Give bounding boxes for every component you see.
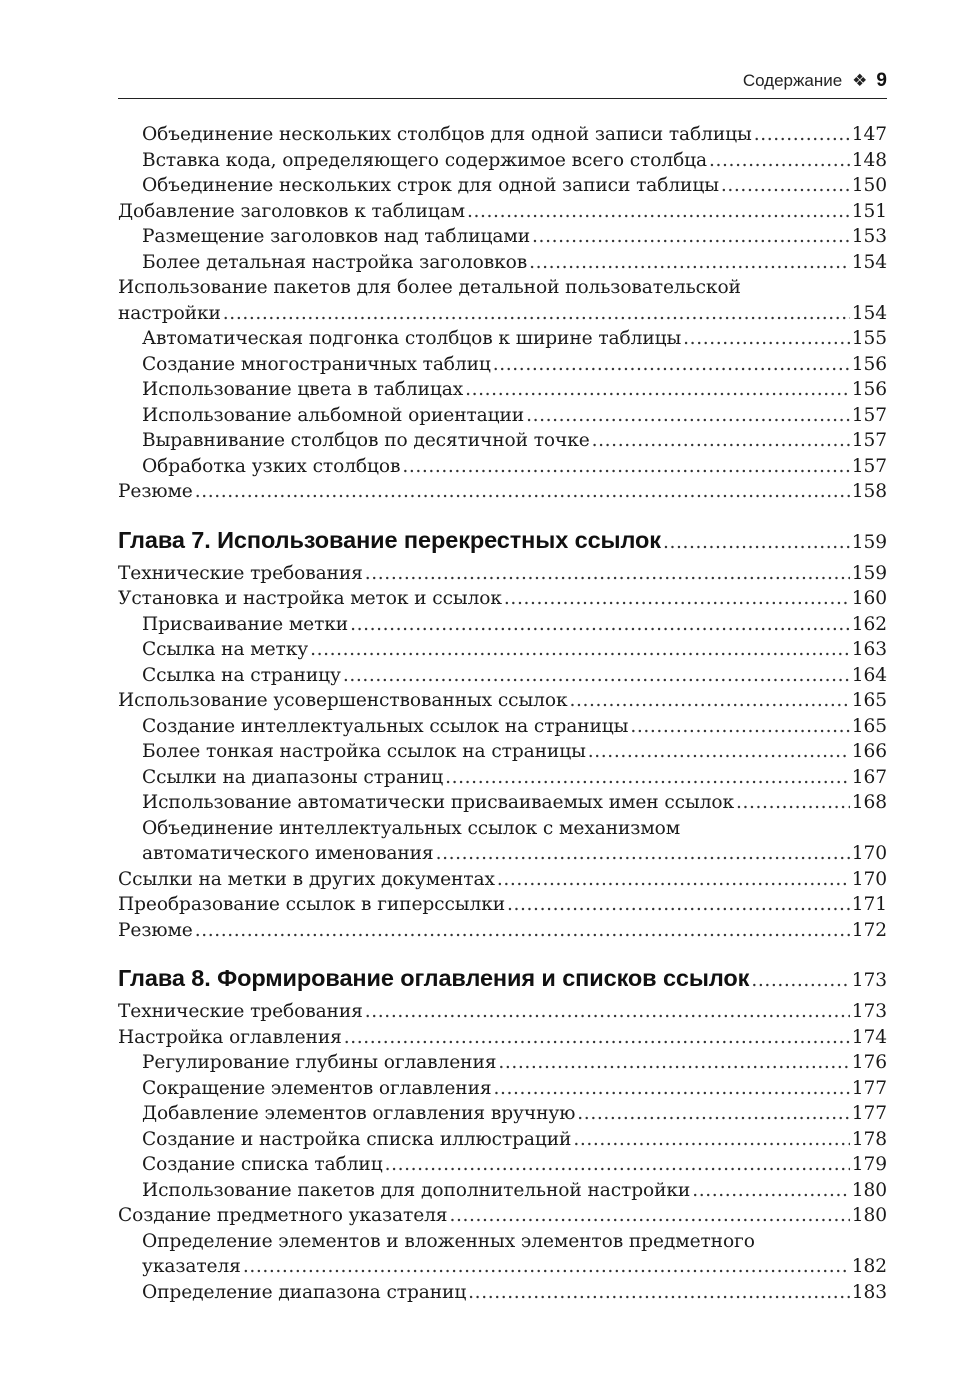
toc-page-number: 171	[851, 894, 887, 915]
toc-page-number: 177	[851, 1103, 887, 1124]
dot-leader	[754, 122, 850, 148]
table-of-contents	[118, 122, 887, 1305]
toc-page-number: 162	[851, 613, 887, 635]
toc-entry-title: Добавление заголовков к таблицам	[118, 200, 466, 222]
toc-entry	[118, 428, 887, 454]
toc-entry-title: указателя	[142, 1256, 241, 1277]
toc-entry	[118, 1127, 887, 1153]
chapter-heading	[118, 963, 887, 993]
toc-entry	[118, 148, 887, 174]
toc-entry	[118, 637, 887, 663]
dot-leader	[592, 428, 850, 454]
toc-entry	[118, 663, 887, 689]
dot-leader	[630, 714, 849, 740]
toc-entry-title: Установка и настройка меток и ссылок	[118, 588, 502, 609]
dot-leader	[588, 739, 850, 765]
dot-leader	[570, 688, 850, 714]
toc-entry	[118, 301, 887, 327]
toc-page-number: 148	[851, 149, 887, 171]
toc-entry-title: Использование цвета в таблицах	[142, 379, 464, 400]
toc-entry	[118, 765, 887, 791]
toc-entry-line: Объединение интеллектуальных ссылок с механизмом	[142, 817, 681, 839]
dot-leader	[751, 966, 849, 996]
toc-entry-title: Присваивание метки	[142, 613, 349, 635]
dot-leader	[468, 1280, 850, 1306]
toc-page-number: 160	[851, 588, 887, 609]
dot-leader	[365, 561, 850, 587]
dot-leader	[243, 1254, 850, 1280]
dot-leader	[526, 403, 850, 429]
toc-page-number: 165	[851, 690, 887, 711]
toc-entry-title: Создание и настройка списка иллюстраций	[142, 1128, 572, 1150]
page-header	[118, 64, 887, 99]
dot-leader	[350, 612, 850, 638]
toc-page-number: 158	[851, 481, 887, 502]
toc-entry	[118, 1280, 887, 1306]
toc-entry-title: Автоматическая подгонка столбцов к ширине таблицы	[142, 328, 682, 349]
dot-leader	[721, 173, 850, 199]
toc-entry-title: Резюме	[118, 919, 193, 941]
toc-entry	[118, 841, 887, 867]
toc-entry-title: Ссылка на страницу	[142, 664, 341, 686]
toc-entry	[118, 122, 887, 148]
toc-page-number: 168	[851, 792, 887, 813]
toc-page-number: 167	[851, 766, 887, 788]
toc-page-number: 156	[851, 379, 887, 400]
toc-page-number: 174	[851, 1026, 887, 1048]
toc-page-number: 157	[851, 430, 887, 451]
dot-leader	[449, 1203, 849, 1229]
toc-entry	[118, 739, 887, 765]
toc-page-number: 172	[851, 919, 887, 941]
toc-entry	[118, 454, 887, 480]
toc-page-number: 182	[851, 1256, 887, 1277]
dot-leader	[577, 1101, 850, 1127]
toc-page-number: 147	[851, 124, 887, 145]
toc-page-number: 165	[851, 715, 887, 737]
dot-leader	[445, 765, 850, 791]
page-number: 9	[876, 70, 887, 91]
toc-entry	[118, 199, 887, 225]
toc-page-number: 150	[851, 175, 887, 196]
dot-leader	[310, 637, 850, 663]
dot-leader	[344, 1025, 850, 1051]
toc-entry	[118, 377, 887, 403]
chapter-page-number: 173	[851, 970, 887, 991]
chapter-title: Глава 8. Формирование оглавления и списков ссылок	[118, 965, 750, 991]
dot-leader	[663, 528, 850, 558]
toc-page-number: 156	[851, 353, 887, 375]
chapter-title: Глава 7. Использование перекрестных ссылок	[118, 526, 661, 553]
toc-page-number: 179	[851, 1154, 887, 1175]
toc-entry-title: Технические требования	[118, 562, 363, 584]
toc-entry-title: Создание интеллектуальных ссылок на страницы	[142, 715, 629, 737]
toc-entry-title: Сокращение элементов оглавления	[142, 1077, 492, 1099]
toc-entry-title: Создание предметного указателя	[118, 1205, 448, 1226]
toc-entry	[118, 892, 887, 918]
dot-leader	[504, 586, 850, 612]
dot-leader	[573, 1127, 849, 1153]
dot-leader	[529, 250, 850, 276]
toc-entry-title: Добавление элементов оглавления вручную	[142, 1103, 576, 1124]
dot-leader	[692, 1178, 850, 1204]
dot-leader	[736, 790, 850, 816]
dot-leader	[467, 199, 850, 225]
toc-entry	[118, 918, 887, 944]
toc-page-number: 155	[851, 328, 887, 349]
toc-entry-title: Ссылка на метку	[142, 639, 309, 660]
toc-entry-title: Объединение нескольких столбцов для одной записи таблицы	[142, 124, 752, 145]
toc-entry	[118, 688, 887, 714]
toc-entry	[118, 1101, 887, 1127]
dot-leader	[195, 479, 850, 505]
toc-page-number: 154	[851, 302, 887, 324]
toc-page-number: 170	[851, 843, 887, 864]
dot-leader	[436, 841, 850, 867]
toc-entry	[118, 479, 887, 505]
dot-leader	[195, 918, 850, 944]
chapter-page-number: 159	[851, 531, 887, 553]
toc-entry	[118, 403, 887, 429]
toc-page-number: 163	[851, 639, 887, 660]
toc-page-number: 176	[851, 1052, 887, 1073]
toc-entry-title: Более детальная настройка заголовков	[142, 251, 528, 273]
toc-entry	[118, 1152, 887, 1178]
toc-entry-title: Создание многостраничных таблиц	[142, 353, 491, 375]
dot-leader	[494, 1076, 850, 1102]
toc-page-number: 151	[851, 200, 887, 222]
toc-entry	[118, 1203, 887, 1229]
toc-page-number: 157	[851, 404, 887, 426]
dot-leader	[498, 1050, 849, 1076]
toc-page-number: 164	[851, 664, 887, 686]
toc-entry	[118, 352, 887, 378]
toc-entry-title: Обработка узких столбцов	[142, 455, 401, 477]
dot-leader	[223, 301, 850, 327]
toc-entry	[118, 1025, 887, 1051]
toc-entry	[118, 561, 887, 587]
ornament-icon: ❖	[852, 71, 868, 90]
toc-entry-title: Использование пакетов для дополнительной настройки	[142, 1179, 691, 1201]
toc-page-number: 170	[851, 868, 887, 890]
dot-leader	[365, 999, 850, 1025]
toc-entry	[118, 714, 887, 740]
toc-entry-title: Размещение заголовков над таблицами	[142, 226, 531, 247]
toc-entry-title: Настройка оглавления	[118, 1026, 342, 1048]
toc-entry	[118, 790, 887, 816]
toc-page-number: 159	[851, 562, 887, 584]
toc-entry-title: настройки	[118, 302, 221, 324]
toc-entry	[118, 1178, 887, 1204]
dot-leader	[683, 326, 850, 352]
toc-page-number: 173	[851, 1001, 887, 1022]
toc-entry-title: Резюме	[118, 481, 193, 502]
toc-entry-line: Определение элементов и вложенных элементов предметного	[142, 1230, 755, 1252]
toc-entry	[118, 1050, 887, 1076]
toc-entry	[118, 326, 887, 352]
dot-leader	[402, 454, 849, 480]
toc-entry-title: Регулирование глубины оглавления	[142, 1052, 497, 1073]
toc-entry-title: Ссылки на метки в других документах	[118, 868, 495, 890]
chapter-heading	[118, 525, 887, 555]
toc-entry-title: Использование автоматически присваиваемых имен ссылок	[142, 792, 735, 813]
toc-entry-title: Определение диапазона страниц	[142, 1281, 467, 1303]
toc-entry	[118, 224, 887, 250]
toc-page-number: 180	[851, 1179, 887, 1201]
toc-entry-title: Технические требования	[118, 1001, 363, 1022]
dot-leader	[532, 224, 850, 250]
toc-page-number: 178	[851, 1128, 887, 1150]
toc-page-number: 157	[851, 455, 887, 477]
toc-entry-title: Ссылки на диапазоны страниц	[142, 766, 444, 788]
dot-leader	[385, 1152, 850, 1178]
toc-page-number: 177	[851, 1077, 887, 1099]
toc-entry-title: Вставка кода, определяющего содержимое всего столбца	[142, 149, 708, 171]
toc-entry-title: Создание списка таблиц	[142, 1154, 383, 1175]
toc-entry-title: Более тонкая настройка ссылок на страницы	[142, 741, 586, 762]
dot-leader	[343, 663, 850, 689]
toc-entry	[118, 173, 887, 199]
toc-entry-line: Использование пакетов для более детальной пользовательской	[118, 277, 741, 298]
toc-entry	[118, 250, 887, 276]
toc-entry	[118, 867, 887, 893]
toc-entry-title: Преобразование ссылок в гиперссылки	[118, 894, 506, 915]
toc-entry	[118, 586, 887, 612]
dot-leader	[497, 867, 850, 893]
toc-page-number: 166	[851, 741, 887, 762]
toc-entry	[118, 1076, 887, 1102]
running-title: Содержание	[742, 71, 843, 90]
toc-entry	[118, 1254, 887, 1280]
toc-entry-title: Использование усовершенствованных ссылок	[118, 690, 568, 711]
toc-page-number: 154	[851, 251, 887, 273]
dot-leader	[493, 352, 850, 378]
toc-entry	[118, 999, 887, 1025]
toc-page-number: 183	[851, 1281, 887, 1303]
toc-page-number: 153	[851, 226, 887, 247]
toc-entry-title: автоматического именования	[142, 843, 434, 864]
toc-entry-title: Использование альбомной ориентации	[142, 404, 525, 426]
dot-leader	[507, 892, 850, 918]
toc-page-number: 180	[851, 1205, 887, 1226]
dot-leader	[465, 377, 850, 403]
toc-entry-title: Объединение нескольких строк для одной записи таблицы	[142, 175, 719, 196]
toc-entry	[118, 612, 887, 638]
dot-leader	[709, 148, 850, 174]
toc-entry-title: Выравнивание столбцов по десятичной точке	[142, 430, 590, 451]
